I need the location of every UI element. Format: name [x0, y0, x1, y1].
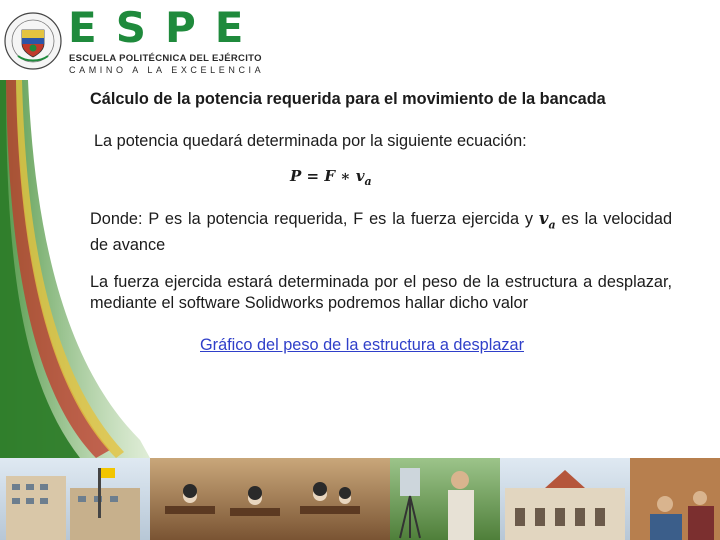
institution-motto: CAMINO A LA EXCELENCIA: [69, 65, 265, 75]
equation-equals: =: [306, 167, 320, 185]
logo-wordmark: ESPE: [68, 3, 263, 52]
equation-force: F: [324, 167, 335, 185]
donde-text-after: es la velocidad de avance: [90, 210, 672, 255]
institution-name: ESCUELA POLITÉCNICA DEL EJÉRCITO: [69, 53, 262, 64]
donde-paragraph: [90, 208, 672, 256]
equation-velocity-subscript: a: [364, 175, 372, 188]
power-equation: [290, 166, 672, 192]
weight-chart-link[interactable]: Gráfico del peso de la estructura a desplazar: [200, 336, 524, 355]
university-crest-icon: [4, 10, 62, 72]
donde-velocity-symbol: $v_a$: [538, 209, 556, 232]
fuerza-paragraph: La fuerza ejercida estará determinada por el peso de la estructura a desplazar, mediante el software Solidworks podremos hallar dicho valor: [90, 273, 672, 313]
donde-text-before: Donde: P es la potencia requerida, F es la fuerza ejercida y: [90, 210, 534, 228]
intro-text: La potencia quedará determinada por la siguiente ecuación:: [94, 132, 527, 150]
equation-times: ∗: [340, 167, 351, 185]
equation-velocity: v: [355, 167, 365, 185]
campus-photo-collage: [0, 458, 720, 540]
equation-lhs: P: [290, 167, 302, 185]
slide-content: [90, 88, 672, 355]
slide-title: Cálculo de la potencia requerida para el movimiento de la bancada: [90, 90, 606, 108]
